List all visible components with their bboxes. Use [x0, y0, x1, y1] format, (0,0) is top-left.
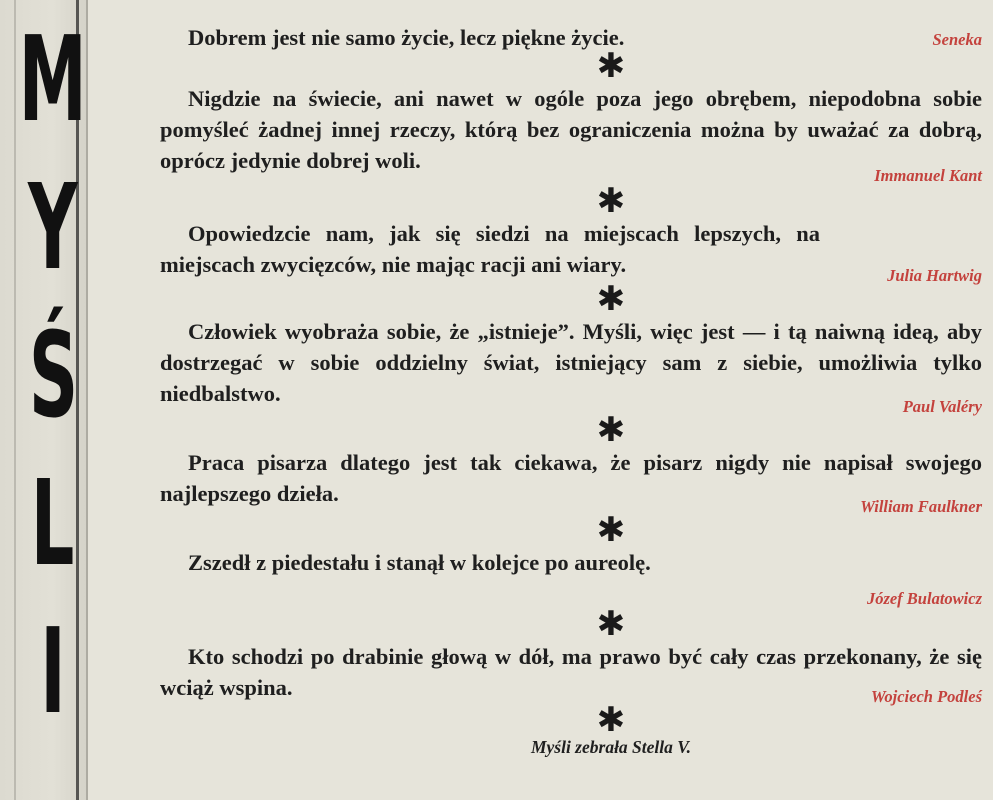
separator-asterisk: ✱ — [596, 46, 626, 86]
quote-text: Człowiek wyobraża sobie, że „istnieje”. Myśli, więc jest — i tą naiwną ideą, aby dostrzegać w sobie oddzielny świat, istniejący sam z siebie, umożliwia tylko niedbalstwo. — [160, 319, 982, 406]
quote-block — [160, 83, 982, 185]
quote-block — [160, 447, 982, 516]
quote-block — [160, 316, 982, 416]
quote-text: Kto schodzi po drabinie głową w dół, ma prawo być cały czas przekonany, że się wciąż wspina. — [160, 644, 982, 700]
quote-author: Seneka — [932, 30, 982, 49]
separator-asterisk: ✱ — [596, 604, 626, 644]
title-letter: M — [18, 10, 88, 148]
vertical-title — [18, 10, 88, 760]
quote-text: Nigdzie na świecie, ani nawet w ogóle poza jego obrębem, niepodobna sobie pomyśleć żadnej innej rzeczy, którą bez ograniczenia można by uważać za dobrą, oprócz jedynie dobrej woli. — [160, 86, 982, 173]
title-letter: I — [40, 602, 66, 740]
separator-asterisk: ✱ — [596, 279, 626, 319]
quote-author: Immanuel Kant — [874, 166, 982, 185]
quote-block — [160, 547, 982, 609]
separator-asterisk: ✱ — [596, 700, 626, 740]
quote-author: Wojciech Podleś — [870, 687, 982, 706]
quote-author: William Faulkner — [860, 497, 982, 516]
quote-author: Józef Bulatowicz — [866, 589, 982, 608]
title-letter: L — [31, 454, 75, 592]
separator-asterisk: ✱ — [596, 410, 626, 450]
quote-text: Praca pisarza dlatego jest tak ciekawa, że pisarz nigdy nie napisał swojego najlepszego dzieła. — [160, 450, 982, 506]
quote-block — [160, 641, 982, 706]
quote-block — [160, 22, 982, 53]
quote-author: Paul Valéry — [902, 397, 982, 416]
quotes-column — [160, 22, 982, 758]
title-letter: Y — [28, 158, 78, 296]
quote-text: Opowiedzcie nam, jak się siedzi na miejscach lepszych, na miejscach zwycięzców, nie mając racji ani wiary. — [160, 221, 820, 277]
separator-asterisk: ✱ — [596, 510, 626, 550]
quote-text: Dobrem jest nie samo życie, lecz piękne życie. — [188, 25, 625, 50]
quote-block — [160, 218, 982, 285]
quote-author: Julia Hartwig — [887, 266, 982, 285]
gutter-line — [14, 0, 16, 800]
title-letter: Ś — [28, 306, 78, 444]
quote-text: Zszedł z piedestału i stanął w kolejce po aureolę. — [188, 550, 651, 575]
credit-line: Myśli zebrała Stella V. — [530, 737, 692, 757]
separator-asterisk: ✱ — [596, 181, 626, 221]
